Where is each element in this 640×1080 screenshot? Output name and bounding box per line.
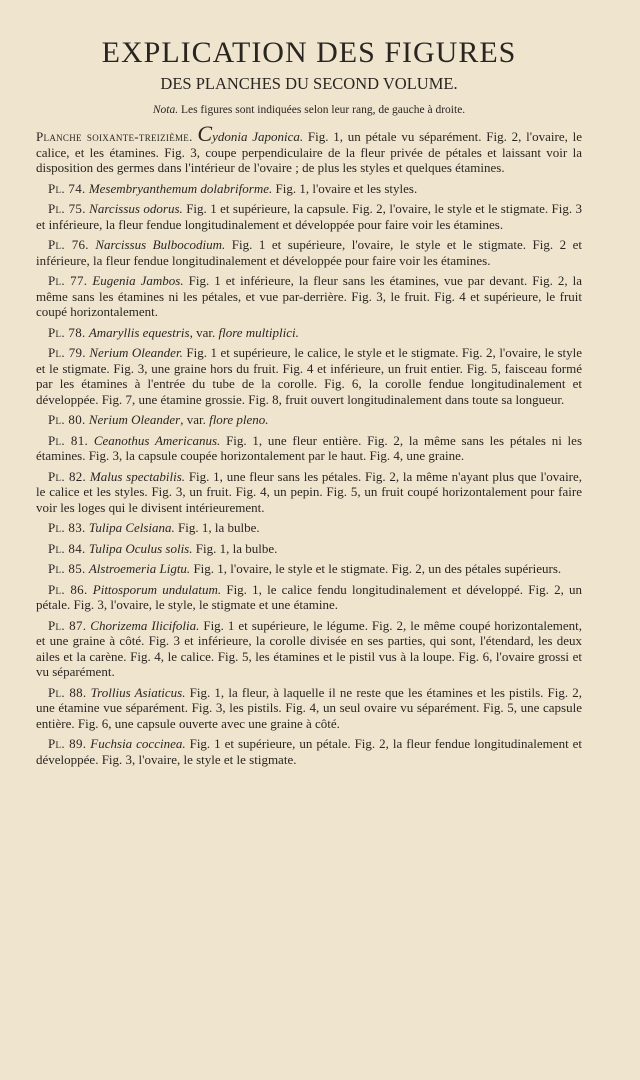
plate-label: Pl. 80. [48, 412, 86, 427]
nota-label: Nota. [152, 104, 179, 116]
figure-description: Fig. 1 et supérieure, le calice, le style et le stigmate. Fig. 2, l'ovaire, le style et le stigmate. Fig. 3, une graine hors du fruit. Fig. 4 et inférieure, un fruit entier. Fig. 5, faisceau formé par les étamines à l'entrée du tube de la corolle. Fig. 6, la corolle fendue longitudinalement et développée. Fig. 7, une étamine grossie. Fig. 8, fruit ouvert longitudinalement dans toute sa longueur. [36, 345, 582, 407]
species-name: Tulipa Celsiana. [88, 520, 175, 535]
species-name: Alstroemeria Ligtu. [88, 561, 191, 576]
plate-entry [36, 736, 582, 767]
species-name: ydonia Japonica. [212, 129, 304, 144]
species-name: Tulipa Oculus solis. [88, 540, 193, 556]
plate-label: Pl. 85. [48, 561, 86, 576]
plate-entry [36, 561, 582, 577]
plate-entry [36, 685, 582, 732]
figure-description: Fig. 1 et supérieure, la capsule. Fig. 2, l'ovaire, le style et le stigmate. Fig. 3 et inférieure, la fleur fendue longitudinalement et développée pour faire voir les étamines. [36, 201, 583, 232]
plate-label: Planche soixante-treizième. [36, 129, 193, 144]
plate-label: Pl. 75. [48, 201, 86, 216]
variety-name: flore multiplici. [218, 324, 299, 340]
species-name: Mesembryanthemum dolabriforme. [88, 180, 273, 196]
plate-label: Pl. 84. [48, 540, 86, 556]
plate-entry [36, 618, 582, 680]
plate-entry [36, 433, 582, 464]
plate-entry [36, 345, 582, 407]
plate-entry [36, 582, 582, 613]
page-subtitle: DES PLANCHES DU SECOND VOLUME. [160, 74, 458, 93]
figure-description: Fig. 1, la bulbe. [195, 540, 278, 556]
figure-description: Fig. 1 et inférieure, la fleur sans les étamines, vue par devant. Fig. 2, la même sans les étamines ni les pétales, et vue par-derrière. Fig. 3, le fruit. Fig. 4 et supérieure, le fruit coupé horizontalement. [36, 273, 583, 319]
plate-label: Pl. 88. [48, 684, 87, 700]
plate-entry [36, 541, 582, 557]
figure-description: Fig. 1, la bulbe. [178, 520, 260, 535]
species-name: Amaryllis equestris [88, 324, 190, 340]
plate-label: Pl. 82. [48, 468, 87, 484]
plate-entry [36, 237, 582, 268]
figure-description: Fig. 1 et supérieure, le légume. Fig. 2, le même coupé horizontalement, et une graine à côté. Fig. 3 et inférieure, la corolle divisée en ses parties, qui sont, l'étendard, les deux ailes et la carène. Fig. 4, le calice. Fig. 5, les étamines et le pistil vus à la loupe. Fig. 6, l'ovaire grossi et vu séparément. [36, 617, 583, 679]
plate-label: Pl. 81. [48, 432, 89, 448]
plate-label: Pl. 79. [48, 345, 86, 360]
plate-label: Pl. 78. [48, 324, 86, 340]
figure-description: , var. [180, 412, 206, 427]
figure-description: Fig. 1, la fleur, à laquelle il ne reste que les étamines et les pistils. Fig. 2, une étamine vue séparément. Fig. 3, les pistils. Fig. 4, un seul ovaire vu séparément. Fig. 5, une capsule entière. Fig. 6, une capsule ouverte avec une graine à côté. [36, 684, 583, 731]
figure-description: Fig. 1, une fleur entière. Fig. 2, la même sans les pétales ni les étamines. Fig. 3, la capsule coupée horizontalement par le haut. Fig. 4, une graine. [36, 432, 583, 463]
plate-label: Pl. 74. [48, 180, 86, 196]
nota-line [36, 104, 582, 116]
plate-entry [36, 325, 582, 341]
species-name: Nerium Oleander [88, 412, 181, 427]
figure-description: Fig. 1 et supérieure, un pétale. Fig. 2, la fleur fendue longitudinalement et développée. Fig. 3, l'ovaire, le style et le stigmate. [36, 736, 583, 767]
plate-label: Pl. 87. [48, 617, 87, 633]
figure-description: Fig. 1, l'ovaire et les styles. [275, 180, 418, 196]
plate-entry [36, 201, 582, 232]
species-name: Narcissus odorus. [89, 201, 183, 216]
plate-entry [36, 121, 582, 176]
variety-name: flore pleno. [209, 412, 269, 427]
plate-label: Pl. 77. [48, 273, 88, 288]
species-name: Ceanothus Americanus. [93, 432, 221, 448]
plate-entry [36, 520, 582, 536]
species-initial: C [197, 121, 213, 146]
plate-entries [36, 121, 583, 767]
species-name: Narcissus Bulbocodium. [95, 237, 226, 252]
plate-label: Pl. 86. [48, 581, 88, 597]
figure-description: Fig. 1, un pétale vu séparément. Fig. 2, l'ovaire, le calice, et les étamines. Fig. 3, coupe perpendiculaire de la fleur privée de pétales et laissant voir la disposition des germes dans l'intérieur de l'ovaire ; de plus les styles et quelques étamines. [36, 129, 582, 175]
species-name: Eugenia Jambos. [92, 273, 184, 288]
plate-entry [36, 469, 582, 516]
species-name: Nerium Oleander. [89, 345, 183, 360]
plate-entry [36, 273, 582, 320]
figure-description: Fig. 1, l'ovaire, le style et le stigmate. Fig. 2, un des pétales supérieurs. [193, 561, 562, 576]
species-name: Malus spectabilis. [89, 468, 186, 484]
plate-label: Pl. 89. [48, 736, 87, 751]
figure-description: Fig. 1 et supérieure, l'ovaire, le style et le stigmate. Fig. 2 et inférieure, la fleur fendue longitudinalement et développée pour faire voir les étamines. [36, 237, 582, 268]
species-name: Chorizema Ilicifolia. [90, 617, 200, 633]
plate-entry [36, 181, 582, 197]
species-name: Trollius Asiaticus. [90, 684, 186, 700]
plate-entry [36, 412, 582, 428]
species-name: Pittosporum undulatum. [92, 581, 222, 597]
species-name: Fuchsia coccinea. [90, 736, 186, 751]
nota-text: Les figures sont indiquées selon leur rang, de gauche à droite. [180, 104, 466, 116]
figure-description: Fig. 1, le calice fendu longitudinalement et développé. Fig. 2, un pétale. Fig. 3, l'ovaire, le style, le stigmate et une étamine. [36, 581, 583, 612]
figure-description: , var. [189, 324, 216, 340]
figure-description: Fig. 1, une fleur sans les pétales. Fig. 2, la même n'ayant plus que l'ovaire, le calice et les styles. Fig. 3, un fruit. Fig. 4, un pepin. Fig. 5, un fruit coupé horizontalement pour faire voir les loges qui le divisent intérieurement. [36, 468, 583, 515]
page-title: EXPLICATION DES FIGURES [101, 36, 517, 69]
plate-label: Pl. 76. [48, 237, 89, 252]
plate-label: Pl. 83. [48, 520, 86, 535]
